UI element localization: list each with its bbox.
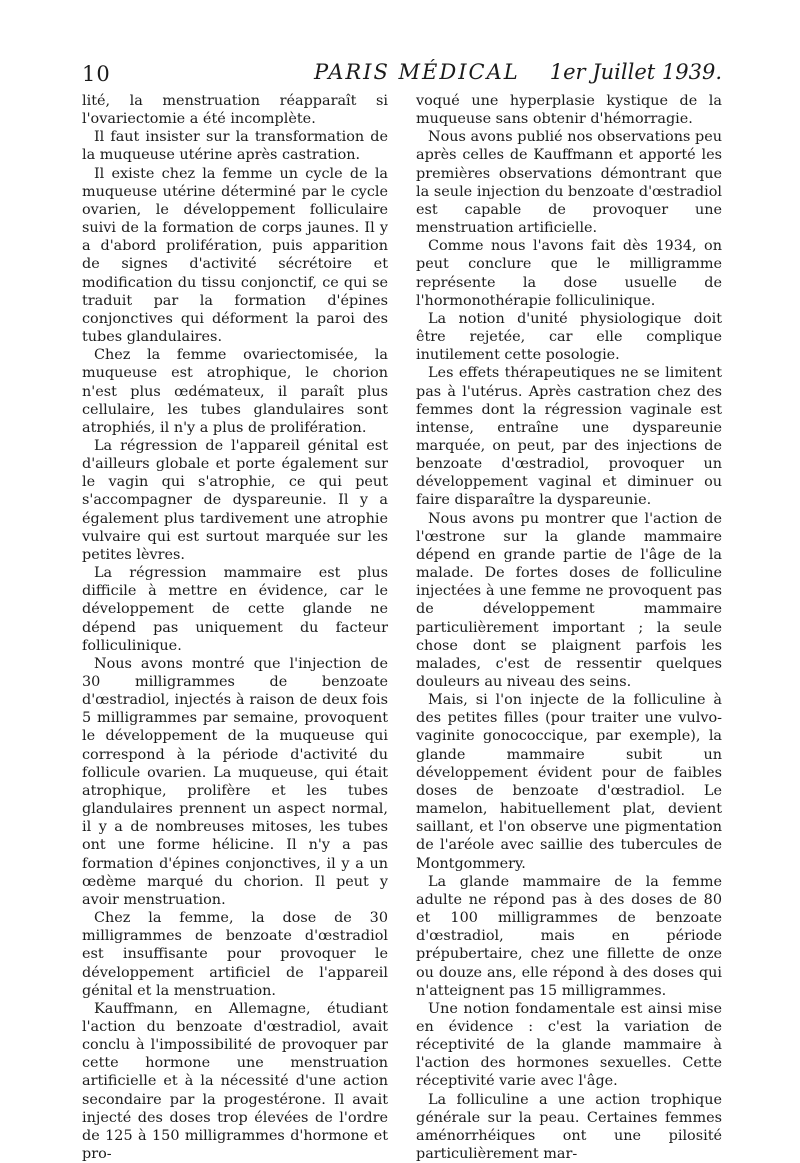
running-header	[82, 60, 722, 90]
paragraph: Nous avons montré que l'injection de 30 milligrammes de benzoate d'œstradiol, injectés à raison de deux fois 5 milligrammes par semaine, provoquent le développement de la muqueuse qui correspond à la période d'activité du follicule ovarien. La muqueuse, qui était atrophique, prolifère et les tubes glandulaires prennent un aspect normal, il y a de nombreuses mitoses, les tubes ont une forme hélicine. Il n'y a pas formation d'épines conjonctives, il y a un œdème marqué du chorion. Il peut y avoir menstruation.	[82, 655, 388, 908]
paragraph: Les effets thérapeutiques ne se limitent pas à l'utérus. Après castration chez des femmes dont la régression vaginale est intense, entraîne une dyspareunie marquée, on peut, par des injections de benzoate d'œstradiol, provoquer un développement vaginal et diminuer ou faire disparaître la dyspareunie.	[416, 365, 722, 509]
paragraph: Nous avons pu montrer que l'action de l'œstrone sur la glande mammaire dépend en grande partie de l'âge de la malade. De fortes doses de folliculine injectées à une femme ne provoquent pas de développement mammaire particulièrement important ; la seule chose dont se plaignent parfois les malades, c'est de ressentir quelques douleurs au niveau des seins.	[416, 510, 722, 690]
paragraph: Une notion fondamentale est ainsi mise en évidence : c'est la variation de réceptivité de la glande mammaire à l'action des hormones sexuelles. Cette réceptivité varie avec l'âge.	[416, 1000, 722, 1090]
paragraph: Il existe chez la femme un cycle de la muqueuse utérine déterminé par le cycle ovarien, le développement folliculaire suivi de la formation de corps jaunes. Il y a d'abord prolifération, puis apparition de signes d'activité sécrétoire et modification du tissu conjonctif, ce qui se traduit par la formation d'épines conjonctives qui déforment la paroi des tubes glandulaires.	[82, 165, 388, 346]
running-title: PARIS MÉDICAL	[314, 60, 520, 84]
page-number: 10	[82, 62, 111, 86]
left-column	[82, 92, 388, 1163]
paragraph: Chez la femme ovariectomisée, la muqueuse est atrophique, le chorion n'est plus œdémateux, il paraît plus cellulaire, les tubes glandulaires sont atrophiés, il n'y a plus de prolifération.	[82, 347, 388, 436]
paragraph: La régression de l'appareil génital est d'ailleurs globale et porte également sur le vagin qui s'atrophie, ce qui peut s'accompagner de dyspareunie. Il y a également plus tardivement une atrophie vulvaire qui est surtout marquée sur les petites lèvres.	[82, 437, 388, 563]
paragraph: La régression mammaire est plus difficile à mettre en évidence, car le développement de cette glande ne dépend pas uniquement du facteur folliculinique.	[82, 565, 388, 654]
paragraph: Nous avons publié nos observations peu après celles de Kauffmann et apporté les premières observations démontrant que la seule injection du benzoate d'œstradiol est capable de provoquer une menstruation artificielle.	[416, 129, 722, 237]
paragraph: Mais, si l'on injecte de la folliculine à des petites filles (pour traiter une vulvo-vaginite gonococcique, par exemple), la glande mammaire subit un développement évident pour de faibles doses de benzoate d'œstradiol. Le mamelon, habituellement plat, devient saillant, et l'on observe une pigmentation de l'aréole avec saillie des tubercules de Montgommery.	[416, 692, 722, 872]
text-columns	[82, 92, 722, 1163]
paragraph: Chez la femme, la dose de 30 milligrammes de benzoate d'œstradiol est insuffisante pour provoquer le développement artificiel de l'appareil génital et la menstruation.	[82, 910, 388, 999]
issue-date: 1er Juillet 1939.	[549, 60, 722, 84]
paragraph: voqué une hyperplasie kystique de la muqueuse sans obtenir d'hémorragie.	[416, 93, 722, 128]
paragraph: La glande mammaire de la femme adulte ne répond pas à des doses de 80 et 100 milligrammes de benzoate d'œstradiol, mais en période prépubertaire, chez une fillette de onze ou douze ans, elle répond à des doses qui n'atteignent pas 15 milligrammes.	[416, 873, 722, 999]
paragraph: lité, la menstruation réapparaît si l'ovariectomie a été incomplète.	[82, 93, 388, 128]
paragraph: Kauffmann, en Allemagne, étudiant l'action du benzoate d'œstradiol, avait conclu à l'impossibilité de provoquer par cette hormone une menstruation artificielle et à la nécessité d'une action secondaire par la progestérone. Il avait injecté des doses trop élevées de l'ordre de 125 à 150 milligrammes d'hormone et pro-	[82, 1000, 388, 1163]
paragraph: Il faut insister sur la transformation de la muqueuse utérine après castration.	[82, 129, 388, 164]
right-column	[416, 92, 722, 1163]
paragraph: La folliculine a une action trophique générale sur la peau. Certaines femmes aménorrhéiques ont une pilosité particulièrement mar-	[416, 1091, 722, 1163]
paragraph: La notion d'unité physiologique doit être rejetée, car elle complique inutilement cette posologie.	[416, 310, 722, 364]
paragraph: Comme nous l'avons fait dès 1934, on peut conclure que le milligramme représente la dose usuelle de l'hormonothérapie folliculinique.	[416, 238, 722, 309]
